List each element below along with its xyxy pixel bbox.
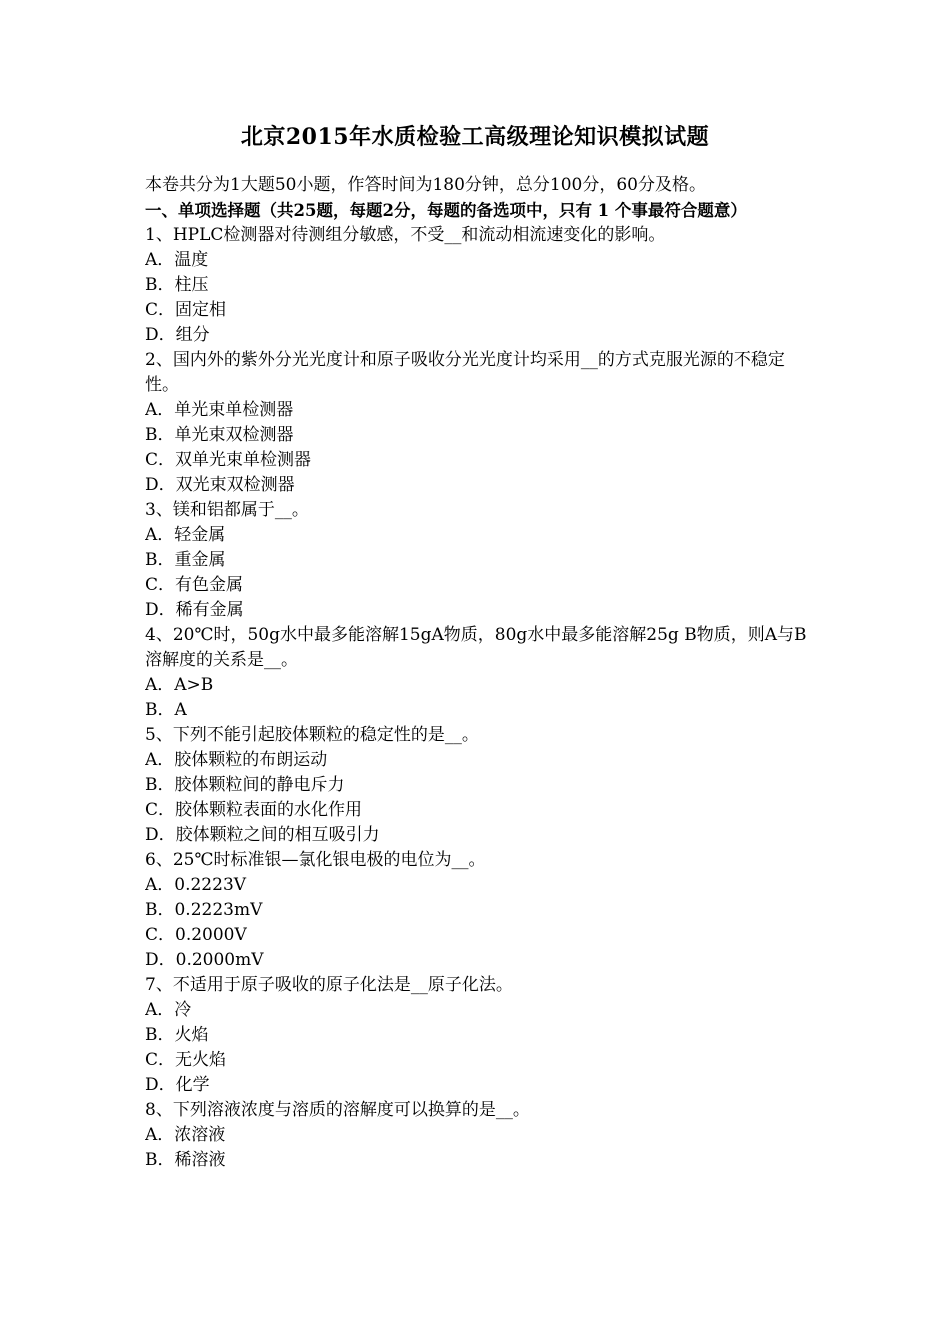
option-b: B．火焰 <box>145 1025 209 1045</box>
option-a: A．胶体颗粒的布朗运动 <box>145 750 328 770</box>
question-8 <box>145 1098 810 1173</box>
option-c: C．固定相 <box>145 300 227 320</box>
question-stem: 7、不适用于原子吸收的原子化法是__原子化法。 <box>145 975 513 995</box>
option-d: D．组分 <box>145 325 210 345</box>
option-d: D．胶体颗粒之间的相互吸引力 <box>145 825 380 845</box>
question-stem: 2、国内外的紫外分光光度计和原子吸收分光光度计均采用__的方式克服光源的不稳定性。 <box>145 350 785 395</box>
question-stem: 3、镁和铝都属于__。 <box>145 500 309 520</box>
option-c: C．有色金属 <box>145 575 244 595</box>
question-stem: 8、下列溶液浓度与溶质的溶解度可以换算的是__。 <box>145 1100 530 1120</box>
option-d: D．化学 <box>145 1075 210 1095</box>
question-2 <box>145 348 810 498</box>
question-3 <box>145 498 810 623</box>
question-stem: 4、20℃时，50g水中最多能溶解15gA物质，80g水中最多能溶解25g B物质，则A与B溶解度的关系是__。 <box>145 625 807 670</box>
question-stem: 1、HPLC检测器对待测组分敏感，不受__和流动相流速变化的影响。 <box>145 225 666 245</box>
option-a: A．浓溶液 <box>145 1125 226 1145</box>
document-title: 北京2015年水质检验工高级理论知识模拟试题 <box>240 124 710 150</box>
option-b: B．重金属 <box>145 550 226 570</box>
option-a: A．0.2223V <box>145 875 247 895</box>
option-b: B．稀溶液 <box>145 1150 226 1170</box>
question-6 <box>145 848 810 973</box>
document-body <box>145 173 810 1173</box>
option-a: A．冷 <box>145 1000 192 1020</box>
option-b: B．胶体颗粒间的静电斥力 <box>145 775 345 795</box>
option-d: D．0.2000mV <box>145 950 264 970</box>
option-a: A．单光束单检测器 <box>145 400 294 420</box>
option-b: B．柱压 <box>145 275 209 295</box>
option-c: C．胶体颗粒表面的水化作用 <box>145 800 363 820</box>
option-a: A．轻金属 <box>145 525 226 545</box>
option-d: D．稀有金属 <box>145 600 244 620</box>
section-heading: 一、单项选择题（共25题，每题2分，每题的备选项中，只有 1 个事最符合题意） <box>145 201 747 220</box>
question-stem: 5、下列不能引起胶体颗粒的稳定性的是__。 <box>145 725 479 745</box>
question-stem: 6、25℃时标准银—氯化银电极的电位为__。 <box>145 850 486 870</box>
option-b: B．0.2223mV <box>145 900 263 920</box>
option-a: A．温度 <box>145 250 209 270</box>
exam-intro: 本卷共分为1大题50小题，作答时间为180分钟，总分100分，60分及格。 <box>145 175 706 195</box>
option-c: C．双单光束单检测器 <box>145 450 312 470</box>
option-b: B．A <box>145 700 187 720</box>
question-4 <box>145 623 810 723</box>
option-a: A．A>B <box>145 675 214 695</box>
option-d: D．双光束双检测器 <box>145 475 295 495</box>
question-1 <box>145 223 810 348</box>
option-c: C．0.2000V <box>145 925 247 945</box>
option-b: B．单光束双检测器 <box>145 425 294 445</box>
question-5 <box>145 723 810 848</box>
option-c: C．无火焰 <box>145 1050 227 1070</box>
question-7 <box>145 973 810 1098</box>
